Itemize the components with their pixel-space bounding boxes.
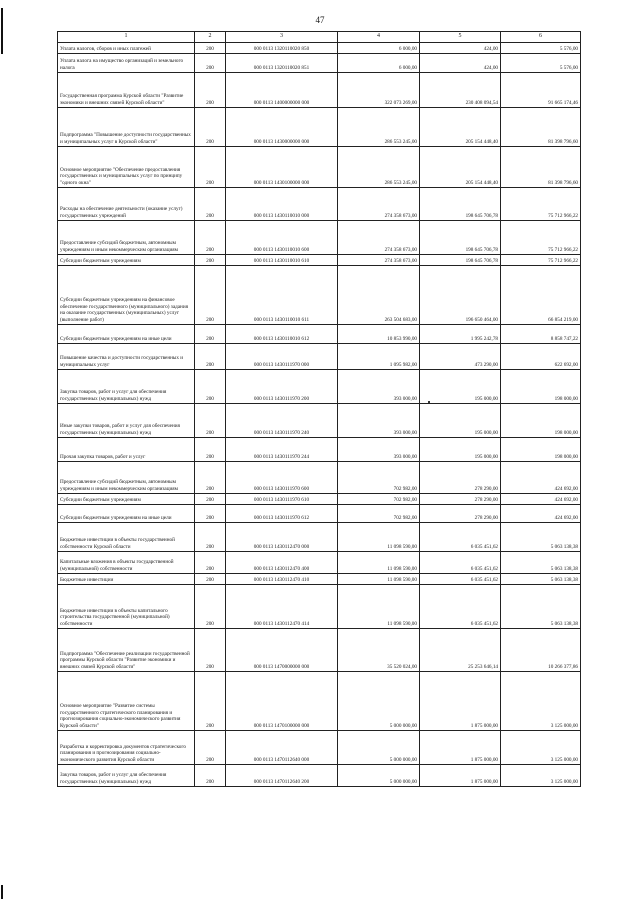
- table-row: [58, 585, 581, 629]
- cell-v4: 393 000,00: [338, 370, 420, 404]
- cell-code: 000 0113 1430110010 610: [226, 255, 338, 266]
- cell-code: 000 0113 1430110010 000: [226, 188, 338, 221]
- header-col-5: 5: [420, 32, 501, 43]
- cell-code: 000 0113 1430110010 600: [226, 221, 338, 255]
- cell-v6: 91 665 174,46: [501, 73, 581, 108]
- header-col-4: 4: [338, 32, 420, 43]
- cell-v5: 1 875 000,00: [420, 672, 501, 731]
- table-row: [58, 574, 581, 585]
- header-col-2: 2: [195, 32, 226, 43]
- cell-name: Подпрограмма "Повышение доступности государственных и муниципальных услуг в Курской области": [58, 108, 195, 147]
- cell-gr: 200: [195, 523, 226, 552]
- cell-name: Бюджетные инвестиции в объекты капитального строительства государственной (муниципальной) собственности: [58, 585, 195, 629]
- cell-code: 000 0113 1470112640 200: [226, 765, 338, 787]
- cell-name: Предоставление субсидий бюджетным, автономным учреждениям и иным некоммерческим организациям: [58, 221, 195, 255]
- cell-name: Закупка товаров, работ и услуг для обеспечения государственных (муниципальных) нужд: [58, 765, 195, 787]
- cell-code: 000 0113 1430111970 240: [226, 404, 338, 438]
- cell-v6: 5 063 138,38: [501, 552, 581, 574]
- cell-v5: 1 995 242,78: [420, 325, 501, 344]
- cell-name: Субсидии бюджетным учреждениям на финансовое обеспечение государственного (муниципального) задания на оказание государственных (муниципальных) услуг (выполнение работ): [58, 266, 195, 325]
- cell-gr: 200: [195, 505, 226, 523]
- cell-code: 000 0113 1430112470 400: [226, 552, 338, 574]
- cell-v4: 274 358 673,00: [338, 221, 420, 255]
- cell-code: 000 0113 1430100000 000: [226, 147, 338, 188]
- cell-gr: 200: [195, 43, 226, 54]
- cell-v5: 1 875 000,00: [420, 765, 501, 787]
- cell-v4: 5 000 000,00: [338, 731, 420, 765]
- cell-gr: 200: [195, 147, 226, 188]
- table-row: [58, 43, 581, 54]
- cell-name: Уплата налогов, сборов и иных платежей: [58, 43, 195, 54]
- table-row: [58, 344, 581, 370]
- cell-name: Капитальные вложения в объекты государственной (муниципальной) собственности: [58, 552, 195, 574]
- cell-v5: 424,00: [420, 43, 501, 54]
- cell-v4: 1 095 982,00: [338, 344, 420, 370]
- cell-v4: 263 504 683,00: [338, 266, 420, 325]
- cell-v4: 393 000,00: [338, 438, 420, 462]
- cell-v6: 198 000,00: [501, 370, 581, 404]
- scan-speck: [428, 401, 430, 403]
- cell-v5: 6 035 451,62: [420, 574, 501, 585]
- cell-v4: 702 982,00: [338, 494, 420, 505]
- budget-execution-table: [57, 31, 581, 787]
- cell-v5: 1 875 000,00: [420, 731, 501, 765]
- cell-v6: 81 398 796,60: [501, 147, 581, 188]
- cell-v4: 274 358 673,00: [338, 255, 420, 266]
- cell-v4: 6 000,00: [338, 43, 420, 54]
- cell-code: 000 0113 1400000000 000: [226, 73, 338, 108]
- cell-v4: 11 098 590,00: [338, 574, 420, 585]
- cell-gr: 200: [195, 370, 226, 404]
- cell-gr: 200: [195, 188, 226, 221]
- cell-code: 000 0113 1320110020 851: [226, 54, 338, 73]
- header-col-1: 1: [58, 32, 195, 43]
- cell-name: Государственная программа Курской области "Развитие экономики и внешних связей Курской области": [58, 73, 195, 108]
- cell-v5: 198 645 706,78: [420, 221, 501, 255]
- cell-v5: 473 290,00: [420, 344, 501, 370]
- header-row: [58, 32, 581, 43]
- cell-name: Закупка товаров, работ и услуг для обеспечения государственных (муниципальных) нужд: [58, 370, 195, 404]
- cell-gr: 200: [195, 629, 226, 672]
- table-row: [58, 523, 581, 552]
- cell-v5: 6 035 451,62: [420, 523, 501, 552]
- cell-v5: 196 650 464,00: [420, 266, 501, 325]
- cell-v6: 5 576,00: [501, 43, 581, 54]
- cell-name: Повышение качества и доступности государственных и муниципальных услуг: [58, 344, 195, 370]
- cell-v6: 10 266 377,86: [501, 629, 581, 672]
- cell-v4: 6 000,00: [338, 54, 420, 73]
- table-row: [58, 147, 581, 188]
- cell-v4: 322 073 269,00: [338, 73, 420, 108]
- table-row: [58, 73, 581, 108]
- cell-name: Иные закупки товаров, работ и услуг для обеспечения государственных (муниципальных) нужд: [58, 404, 195, 438]
- cell-name: Уплата налога на имущество организаций и земельного налога: [58, 54, 195, 73]
- cell-v5: 205 154 448,40: [420, 108, 501, 147]
- cell-v6: 75 712 966,22: [501, 221, 581, 255]
- cell-name: Подпрограмма "Обеспечение реализации государственной программы Курской области "Развитие экономики и внешних связей Курской области": [58, 629, 195, 672]
- cell-v6: 3 125 000,00: [501, 731, 581, 765]
- cell-gr: 200: [195, 404, 226, 438]
- cell-v4: 5 000 000,00: [338, 672, 420, 731]
- table-row: [58, 221, 581, 255]
- cell-gr: 200: [195, 462, 226, 494]
- table-row: [58, 370, 581, 404]
- cell-gr: 200: [195, 54, 226, 73]
- cell-gr: 200: [195, 585, 226, 629]
- cell-code: 000 0113 1430112470 410: [226, 574, 338, 585]
- cell-name: Разработка и корректировка документов стратегического планирования и прогнозирования социально-экономического развития Курской области: [58, 731, 195, 765]
- cell-v5: 230 408 094,54: [420, 73, 501, 108]
- cell-gr: 200: [195, 344, 226, 370]
- cell-name: Субсидии бюджетным учреждениям: [58, 494, 195, 505]
- table-row: [58, 266, 581, 325]
- cell-v4: 274 358 673,00: [338, 188, 420, 221]
- cell-gr: 200: [195, 672, 226, 731]
- cell-code: 000 0113 1430111970 612: [226, 505, 338, 523]
- cell-code: 000 0113 1430111970 200: [226, 370, 338, 404]
- cell-gr: 200: [195, 108, 226, 147]
- scan-edge-mark-bottom: [1, 885, 3, 899]
- table-row: [58, 108, 581, 147]
- cell-v5: 278 290,00: [420, 494, 501, 505]
- cell-code: 000 0113 1470112640 000: [226, 731, 338, 765]
- cell-code: 000 0113 1430110010 612: [226, 325, 338, 344]
- table-row: [58, 731, 581, 765]
- table-row: [58, 462, 581, 494]
- cell-v4: 393 000,00: [338, 404, 420, 438]
- cell-v5: 195 000,00: [420, 438, 501, 462]
- cell-name: Основное мероприятие "Обеспечение предоставления государственных и муниципальных услуг по принципу "одного окна": [58, 147, 195, 188]
- cell-v5: 424,00: [420, 54, 501, 73]
- cell-v5: 205 154 448,40: [420, 147, 501, 188]
- cell-v4: 11 098 590,00: [338, 552, 420, 574]
- cell-gr: 200: [195, 221, 226, 255]
- header-col-3: 3: [226, 32, 338, 43]
- cell-code: 000 0113 1430112470 000: [226, 523, 338, 552]
- cell-v6: 3 125 000,00: [501, 672, 581, 731]
- table-row: [58, 494, 581, 505]
- cell-gr: 200: [195, 574, 226, 585]
- cell-v4: 11 098 590,00: [338, 585, 420, 629]
- table-row: [58, 765, 581, 787]
- header-col-6: 6: [501, 32, 581, 43]
- cell-gr: 200: [195, 731, 226, 765]
- cell-v5: 198 645 706,78: [420, 188, 501, 221]
- cell-code: 000 0113 1430111970 244: [226, 438, 338, 462]
- cell-v4: 286 553 245,00: [338, 147, 420, 188]
- cell-code: 000 0113 1430111970 610: [226, 494, 338, 505]
- page-number: 47: [315, 15, 325, 25]
- cell-name: Основное мероприятие "Развитие системы государственного стратегического планирования и прогнозирования социально-экономического развития Курской области": [58, 672, 195, 731]
- table-row: [58, 505, 581, 523]
- cell-gr: 200: [195, 552, 226, 574]
- cell-v6: 5 063 138,38: [501, 574, 581, 585]
- cell-name: Субсидии бюджетным учреждениям на иные цели: [58, 505, 195, 523]
- cell-name: Прочая закупка товаров, работ и услуг: [58, 438, 195, 462]
- cell-v6: 5 063 138,38: [501, 523, 581, 552]
- cell-code: 000 0113 1430000000 000: [226, 108, 338, 147]
- cell-v6: 198 000,00: [501, 404, 581, 438]
- cell-code: 000 0113 1470100000 000: [226, 672, 338, 731]
- cell-gr: 200: [195, 765, 226, 787]
- table-row: [58, 404, 581, 438]
- cell-v6: 424 692,00: [501, 494, 581, 505]
- cell-v5: 25 253 646,14: [420, 629, 501, 672]
- cell-name: Расходы на обеспечение деятельности (оказание услуг) государственных учреждений: [58, 188, 195, 221]
- cell-v4: 702 982,00: [338, 505, 420, 523]
- cell-name: Предоставление субсидий бюджетным, автономным учреждениям и иным некоммерческим организациям: [58, 462, 195, 494]
- cell-v4: 5 000 000,00: [338, 765, 420, 787]
- cell-code: 000 0113 1430111970 000: [226, 344, 338, 370]
- cell-gr: 200: [195, 325, 226, 344]
- table-row: [58, 325, 581, 344]
- cell-v6: 66 854 219,00: [501, 266, 581, 325]
- cell-gr: 200: [195, 438, 226, 462]
- cell-v6: 424 692,00: [501, 462, 581, 494]
- cell-v6: 81 398 796,60: [501, 108, 581, 147]
- cell-gr: 200: [195, 73, 226, 108]
- cell-name: Субсидии бюджетным учреждениям на иные цели: [58, 325, 195, 344]
- table-row: [58, 629, 581, 672]
- cell-v6: 5 576,00: [501, 54, 581, 73]
- table-row: [58, 552, 581, 574]
- table-row: [58, 188, 581, 221]
- cell-v4: 10 853 990,00: [338, 325, 420, 344]
- cell-name: Субсидии бюджетным учреждениям: [58, 255, 195, 266]
- cell-v5: 195 000,00: [420, 404, 501, 438]
- cell-name: Бюджетные инвестиции: [58, 574, 195, 585]
- cell-v4: 702 982,00: [338, 462, 420, 494]
- cell-v4: 286 553 245,00: [338, 108, 420, 147]
- cell-code: 000 0113 1470000000 000: [226, 629, 338, 672]
- table-row: [58, 255, 581, 266]
- cell-code: 000 0113 1320110020 850: [226, 43, 338, 54]
- cell-v6: 198 000,00: [501, 438, 581, 462]
- cell-v5: 278 290,00: [420, 462, 501, 494]
- cell-code: 000 0113 1430110010 611: [226, 266, 338, 325]
- cell-v5: 195 000,00: [420, 370, 501, 404]
- cell-v6: 75 712 966,22: [501, 255, 581, 266]
- cell-v6: 75 712 966,22: [501, 188, 581, 221]
- cell-code: 000 0113 1430111970 600: [226, 462, 338, 494]
- cell-name: Бюджетные инвестиции в объекты государственной собственности Курской области: [58, 523, 195, 552]
- cell-v5: 6 035 451,62: [420, 552, 501, 574]
- cell-v5: 198 645 706,78: [420, 255, 501, 266]
- cell-v6: 3 125 000,00: [501, 765, 581, 787]
- cell-gr: 200: [195, 266, 226, 325]
- cell-v6: 5 063 138,38: [501, 585, 581, 629]
- table-row: [58, 438, 581, 462]
- cell-v6: 424 692,00: [501, 505, 581, 523]
- cell-v5: 6 035 451,62: [420, 585, 501, 629]
- cell-gr: 200: [195, 255, 226, 266]
- table-row: [58, 54, 581, 73]
- cell-v6: 8 858 747,22: [501, 325, 581, 344]
- cell-gr: 200: [195, 494, 226, 505]
- cell-v5: 278 290,00: [420, 505, 501, 523]
- cell-v6: 622 692,00: [501, 344, 581, 370]
- cell-v4: 35 520 024,00: [338, 629, 420, 672]
- table-row: [58, 672, 581, 731]
- cell-code: 000 0113 1430112470 414: [226, 585, 338, 629]
- cell-v4: 11 098 590,00: [338, 523, 420, 552]
